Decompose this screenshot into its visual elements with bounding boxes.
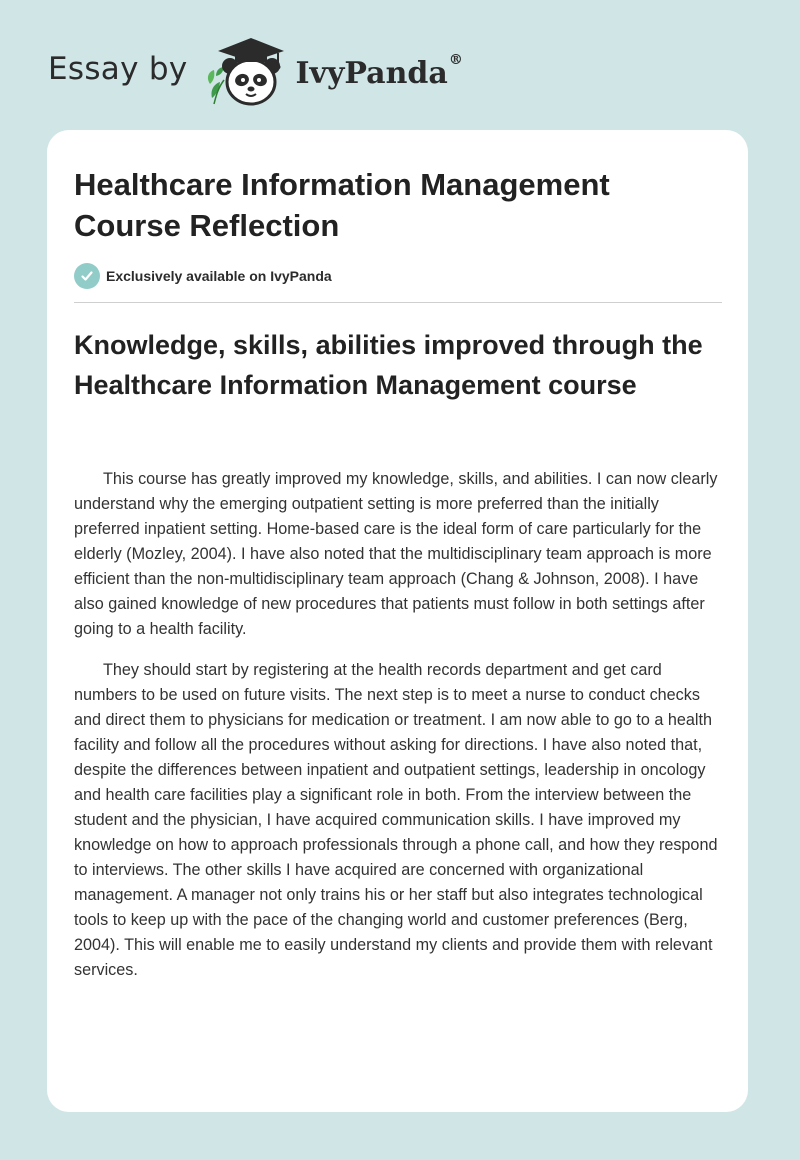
title-divider: [74, 302, 722, 303]
checkmark-icon: [74, 263, 100, 289]
exclusive-badge-label: Exclusively available on IvyPanda: [106, 268, 332, 284]
brand-name: [295, 51, 463, 91]
essay-body: [74, 467, 726, 999]
registered-mark: ®: [448, 51, 463, 68]
body-paragraph: This course has greatly improved my knowledge, skills, and abilities. I can now clearly understand why the emerging outpatient setting is more preferred than the initially preferred inpatient setting. Home-based care is the ideal form of care particularly for the elderly (Mozley, 2004). I have also noted that the multidisciplinary team approach is more efficient than the non-multidisciplinary team approach (Chang & Johnson, 2008). I have also gained knowledge of new procedures that patients must follow in both settings after going to a health facility.: [74, 470, 718, 638]
site-header: [48, 34, 463, 110]
exclusive-badge: [74, 263, 332, 289]
essay-card: [47, 130, 748, 1112]
brand-name-text: IvyPanda: [295, 55, 448, 91]
panda-logo-icon: [202, 34, 292, 110]
essay-by-label: Essay by: [48, 51, 188, 87]
section-heading: Knowledge, skills, abilities improved through the Healthcare Information Management course: [74, 330, 703, 400]
essay-title: Healthcare Information Management Course Reflection: [74, 167, 610, 243]
body-paragraph: They should start by registering at the health records department and get card numbers to be used on future visits. The next step is to meet a nurse to conduct checks and direct them to physicians for medication or treatment. I am now able to go to a health facility and follow all the procedures without asking for directions. I have also noted that, despite the differences between inpatient and outpatient settings, leadership in oncology and health care facilities play a significant role in both. From the interview between the student and the physician, I have acquired communication skills. I have improved my knowledge on how to approach professionals through a phone call, and how they respond to interviews. The other skills I have acquired are concerned with organizational management. A manager not only trains his or her staff but also integrates technological tools to keep up with the pace of the changing world and customer preferences (Berg, 2004). This will enable me to easily understand my clients and provide them with relevant services.: [74, 661, 718, 979]
